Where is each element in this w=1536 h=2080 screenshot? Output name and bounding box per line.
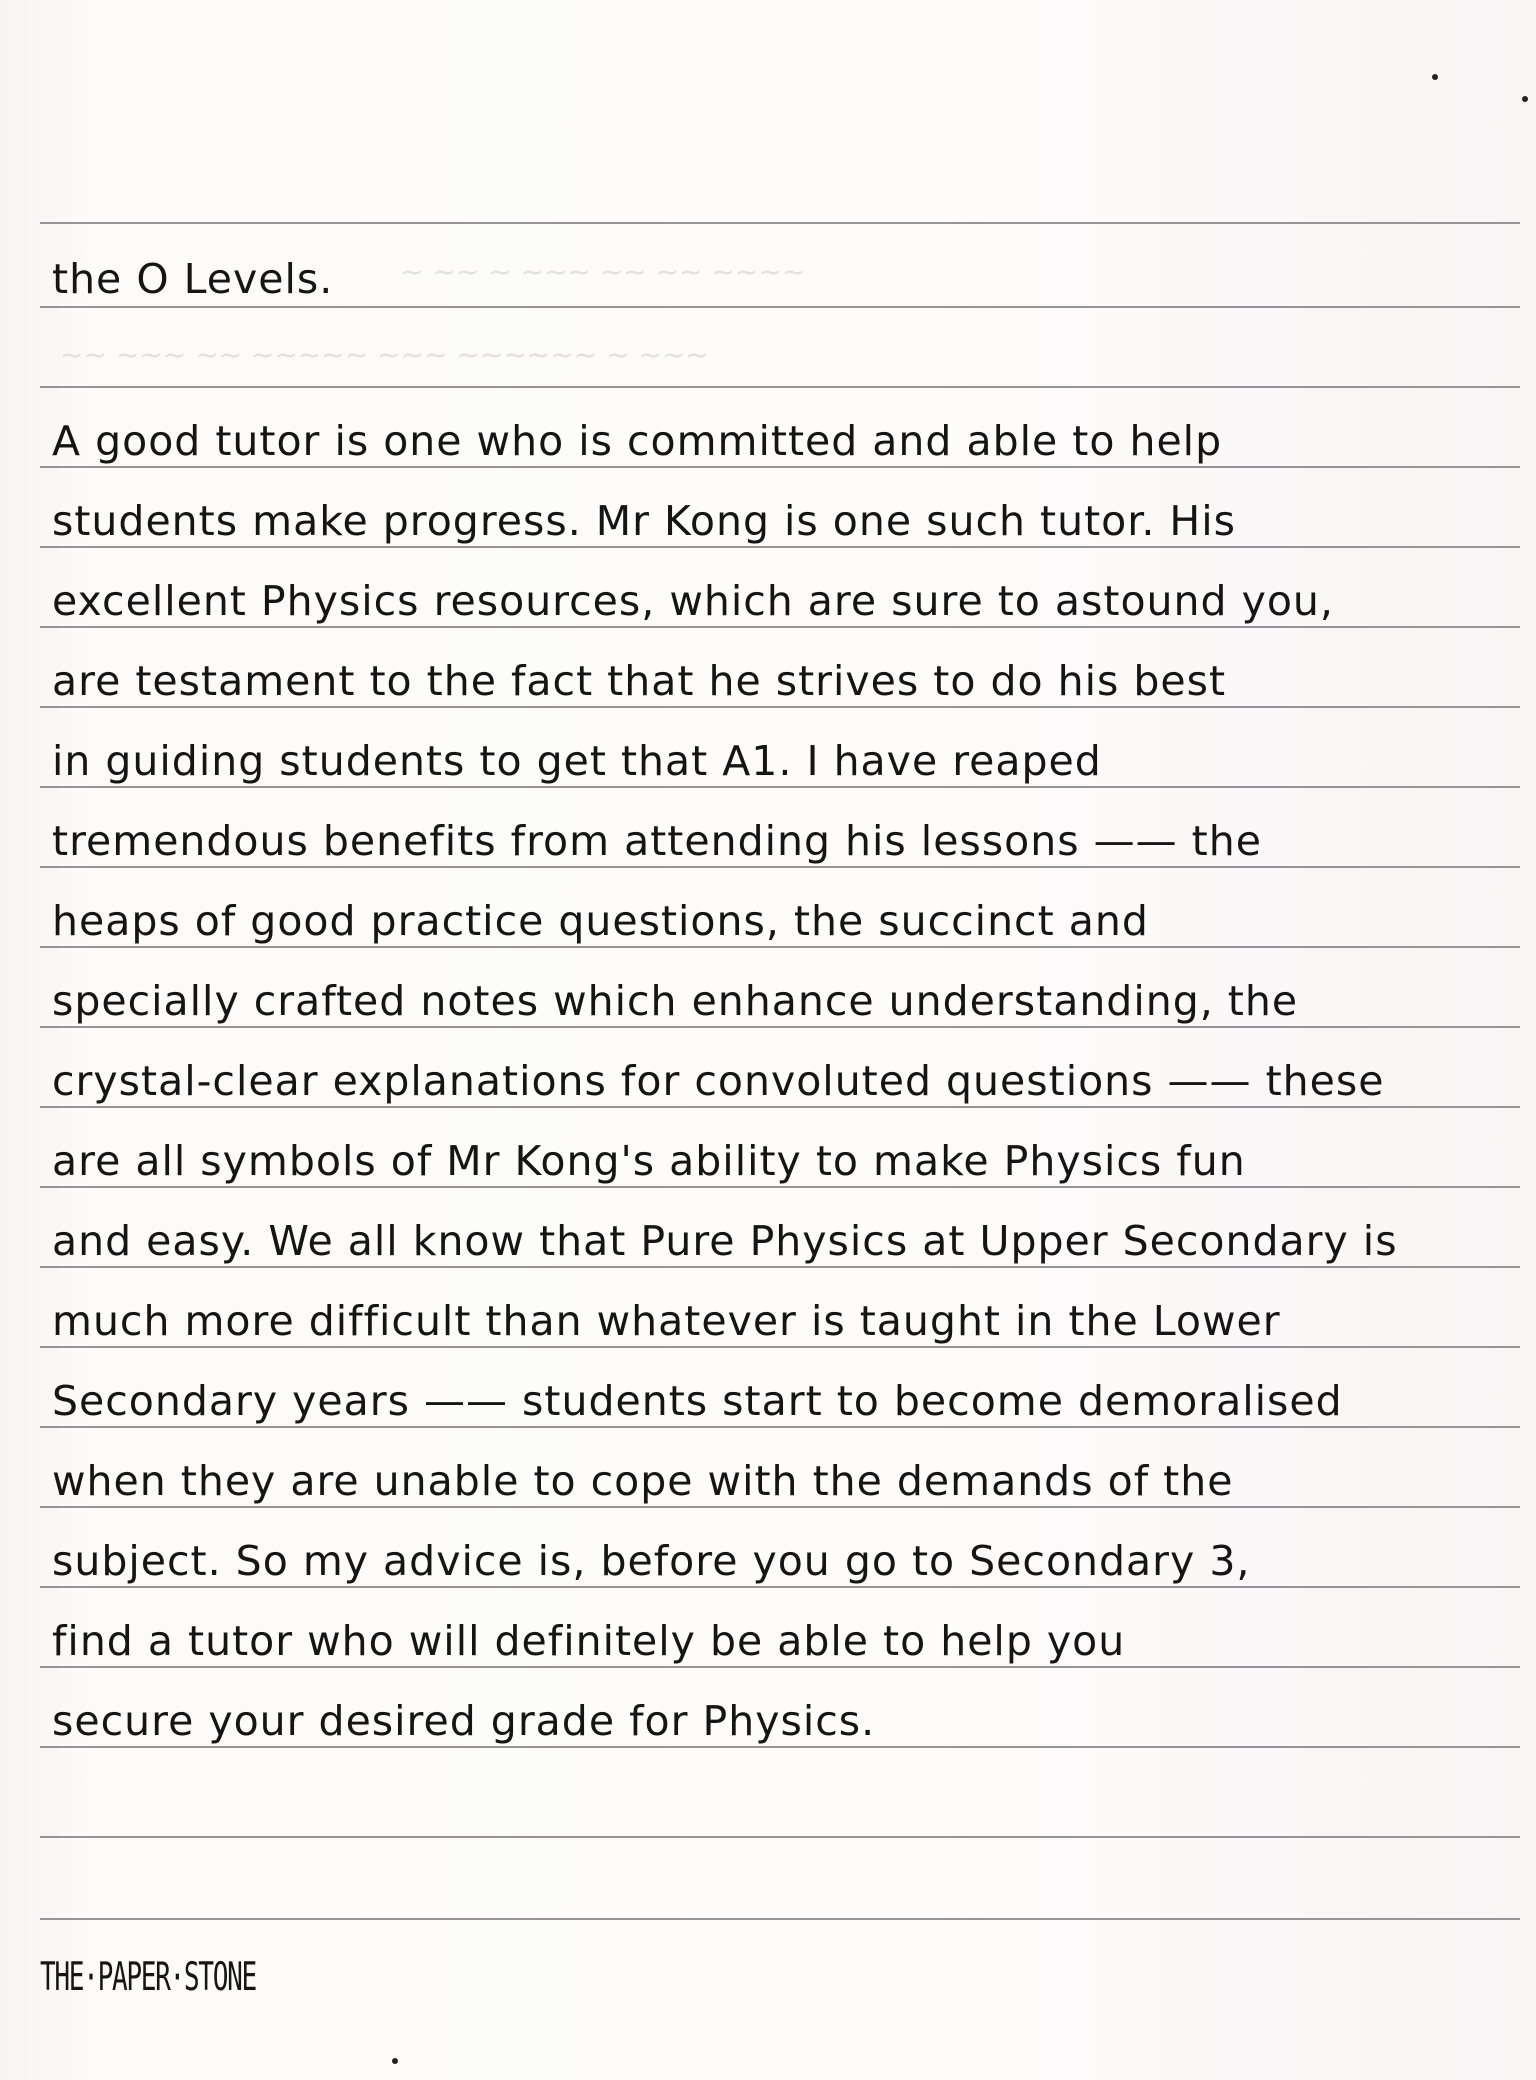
paragraph-line: specially crafted notes which enhance understanding, the	[52, 977, 1299, 1025]
ruled-line	[40, 1836, 1520, 1838]
ruled-line	[40, 1026, 1520, 1028]
ruled-line	[40, 1666, 1520, 1668]
ruled-line	[40, 222, 1520, 224]
paragraph-line: tremendous benefits from attending his lessons —— the	[52, 817, 1262, 865]
ruled-line	[40, 706, 1520, 708]
ruled-line	[40, 1586, 1520, 1588]
paragraph-line: when they are unable to cope with the demands of the	[52, 1457, 1234, 1505]
ruled-line	[40, 1746, 1520, 1748]
paragraph-line: students make progress. Mr Kong is one such tutor. His	[52, 497, 1237, 545]
ruled-line	[40, 1346, 1520, 1348]
ruled-line	[40, 386, 1520, 388]
paper-speck	[1432, 74, 1438, 80]
ruled-line	[40, 1918, 1520, 1920]
ruled-line	[40, 466, 1520, 468]
ruled-line	[40, 786, 1520, 788]
paragraph-line: A good tutor is one who is committed and able to help	[52, 417, 1223, 465]
bleed-through-mark: ~ ~~ ~ ~~~ ~~ ~~ ~~~~	[400, 255, 806, 288]
paragraph-line: in guiding students to get that A1. I have reaped	[52, 737, 1102, 785]
ruled-line	[40, 1506, 1520, 1508]
brand-logo: THE·PAPER·STONE	[40, 1955, 256, 2000]
paragraph-line: crystal-clear explanations for convoluted questions —— these	[52, 1057, 1385, 1105]
ruled-line	[40, 546, 1520, 548]
paragraph-line: much more difficult than whatever is taught in the Lower	[52, 1297, 1281, 1345]
ruled-line	[40, 866, 1520, 868]
bleed-through-mark: ~~ ~~~ ~~ ~~~~~ ~~~ ~~~~~~ ~ ~~~	[60, 338, 709, 371]
ruled-line	[40, 1186, 1520, 1188]
paragraph-line: are testament to the fact that he strives to do his best	[52, 657, 1227, 705]
ruled-line	[40, 1106, 1520, 1108]
paragraph-line: find a tutor who will definitely be able to help you	[52, 1617, 1126, 1665]
paper-speck	[1522, 96, 1528, 102]
ruled-line	[40, 306, 1520, 308]
ruled-line	[40, 626, 1520, 628]
ruled-line	[40, 1426, 1520, 1428]
ruled-line	[40, 1266, 1520, 1268]
paper-speck	[392, 2058, 398, 2064]
paragraph-line: excellent Physics resources, which are sure to astound you,	[52, 577, 1334, 625]
opening-line: the O Levels.	[52, 255, 334, 303]
paragraph-line: and easy. We all know that Pure Physics at Upper Secondary is	[52, 1217, 1398, 1265]
ruled-line	[40, 946, 1520, 948]
paragraph-line: are all symbols of Mr Kong's ability to make Physics fun	[52, 1137, 1246, 1185]
paragraph-line: Secondary years —— students start to become demoralised	[52, 1377, 1343, 1425]
paragraph-line: subject. So my advice is, before you go to Secondary 3,	[52, 1537, 1251, 1585]
paragraph-line: secure your desired grade for Physics.	[52, 1697, 876, 1745]
paragraph-line: heaps of good practice questions, the succinct and	[52, 897, 1149, 945]
